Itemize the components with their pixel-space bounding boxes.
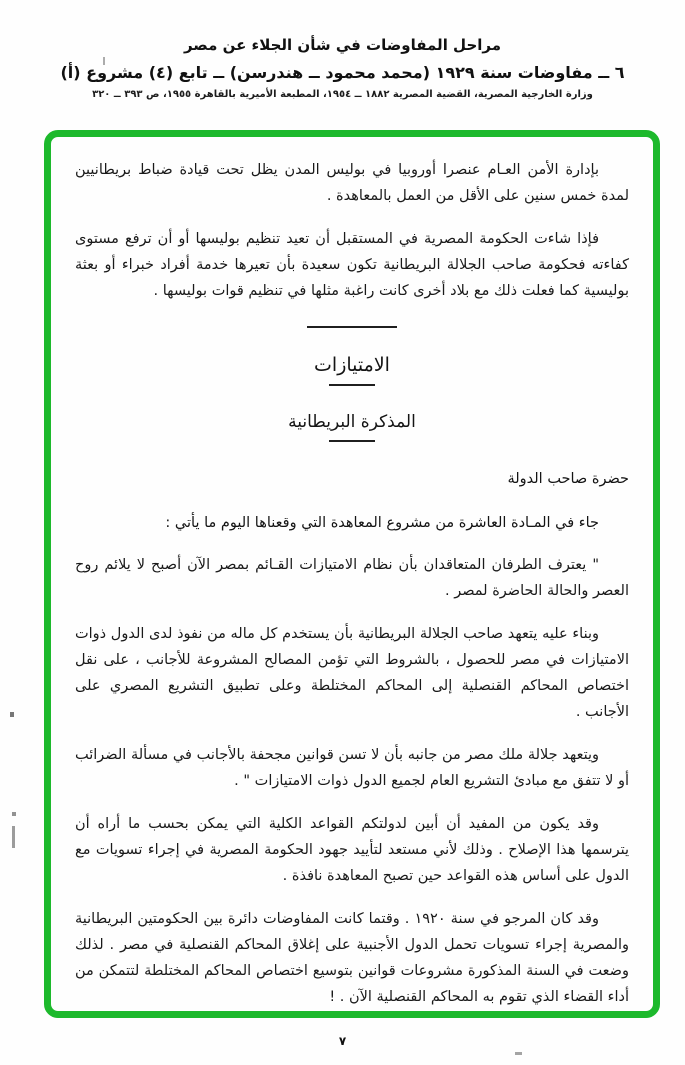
paragraph-police-reorganization: فإذا شاءت الحكومة المصرية في المستقبل أن تعيد تنظيم بوليسها أو أن ترفع مستوى كفاءته فحكومة صاحب الجلالة البريطانية تكون سعيدة بأن تعيرها خدمة أفراد خبراء أو بعثة بوليسية كما فعلت ذلك مع بلاد أخرى كانت راغبة مثلها في تنظيم قوات بوليسها . bbox=[75, 231, 629, 299]
paragraph-british-pledge: وبناء عليه يتعهد صاحب الجلالة البريطانية بأن يستخدم كل ماله من نفوذ لدى الدول ذوات الامتيازات في مصر للحصول ، بالشروط التي تؤمن المصالح المشروعة للأجانب ، على نقل اختصاص المحاكم القنصلية إلى المحاكم المختلطة وعلى تطبيق التشريع المصري على الأجانب . bbox=[75, 626, 629, 720]
scan-artifact bbox=[103, 57, 105, 65]
page-header bbox=[0, 36, 685, 100]
spacer bbox=[75, 386, 629, 412]
source-citation: وزارة الخارجية المصرية، القضية المصرية ١٨٨٢ ــ ١٩٥٤، المطبعة الأميرية بالقاهرة ١٩٥٥، ص ٣٩٣ ــ ٣٢٠ bbox=[92, 89, 593, 100]
paragraph-police-officers: بإدارة الأمن العـام عنصرا أوروبيا في بوليس المدن يظل تحت قيادة ضباط بريطانيين لمدة خمس سنين على الأقل من العمل بالمعاهدة . bbox=[75, 162, 629, 204]
document-subtitle: ٦ ــ مفاوضات سنة ١٩٢٩ (محمد محمود ــ هندرسن) ــ تابع (٤) مشروع (أ) bbox=[60, 63, 625, 82]
highlight-annotation-box bbox=[44, 130, 660, 1018]
spacer bbox=[75, 442, 629, 466]
section-title-capitulations: الامتيازات bbox=[314, 354, 390, 376]
scan-artifact bbox=[515, 1052, 522, 1055]
scan-artifact bbox=[12, 826, 15, 848]
subsection-title-british-memo: المذكرة البريطانية bbox=[288, 412, 416, 432]
page-footer bbox=[0, 1030, 685, 1049]
intro-line: جاء في المـادة العاشرة من مشروع المعاهدة التي وقعناها اليوم ما يأتي : bbox=[165, 515, 599, 531]
document-title: مراحل المفاوضات في شأن الجلاء عن مصر bbox=[183, 36, 502, 54]
salutation-line: حضرة صاحب الدولة bbox=[507, 471, 629, 487]
paragraph-general-rules: وقد يكون من المفيد أن أبين لدولتكم القواعد الكلية التي يمكن بحسب ما أراه أن يترسمها هذا الإصلاح . وذلك لأني مستعد لتأييد جهود الحكومة المصرية في إجراء تسويات مع الدول على أساس هذه القواعد حين تصبح المعاهدة نافذة . bbox=[75, 816, 629, 884]
scan-artifact bbox=[10, 712, 14, 717]
paragraph-1920-negotiations: وقد كان المرجو في سنة ١٩٢٠ . وقتما كانت المفاوضات دائرة بين الحكومتين البريطانية والمصرية إجراء تسويات تحمل الدول الأجنبية على إغلاق المحاكم القنصلية في مصر . لذلك وضعت في السنة المذكورة مشروعات قوانين بتوسيع اختصاص المحاكم المختلطة لتتمكن من أداء القضاء الذي تقوم به المحاكم القنصلية الآن . ! bbox=[75, 911, 629, 1005]
paragraph-king-pledge: ويتعهد جلالة ملك مصر من جانبه بأن لا تسن قوانين مجحفة بالأجانب في مسألة الضرائب أو لا تتفق مع مبادئ التشريع العام لجميع الدول ذوات الامتيازات " . bbox=[75, 747, 629, 789]
scan-artifact bbox=[12, 812, 16, 816]
paragraph-quote-capitulations: " يعترف الطرفان المتعاقدان بأن نظام الامتيازات القـائم بمصر الآن أصبح لا يلائم روح العصر والحالة الحاضرة لمصر . bbox=[75, 557, 629, 599]
section-divider-rule bbox=[307, 326, 397, 328]
page-number: ٧ bbox=[338, 1034, 347, 1048]
